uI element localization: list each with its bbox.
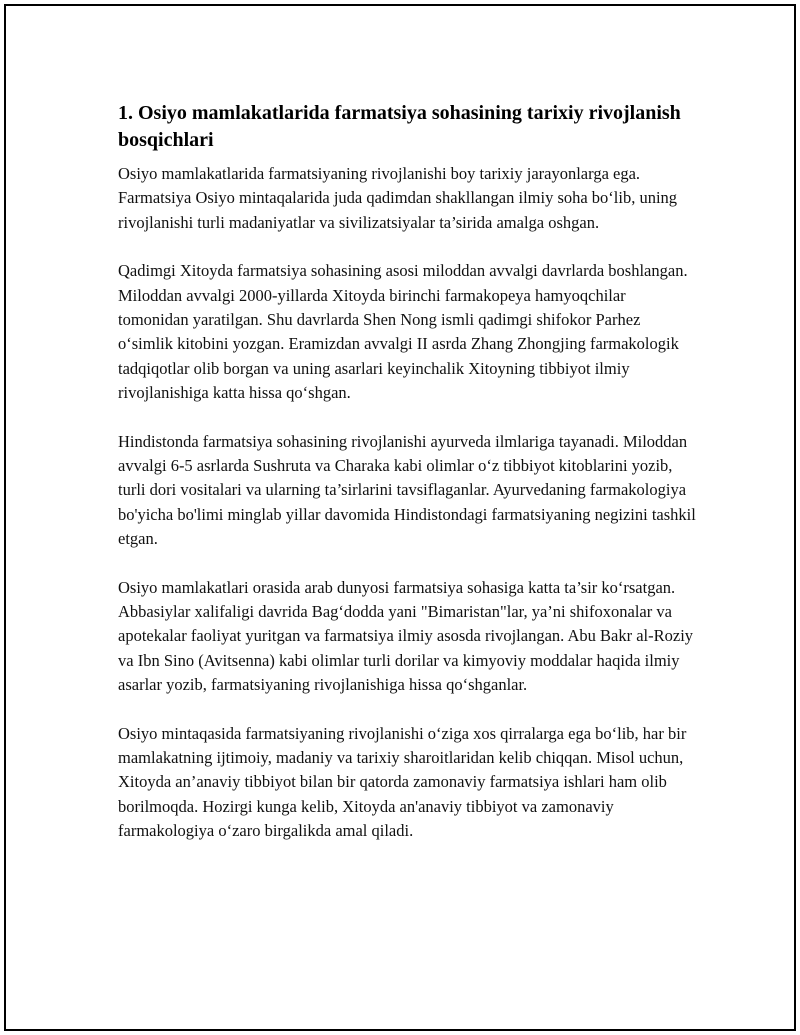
- paragraph-intro: Osiyo mamlakatlarida farmatsiyaning rivojlanishi boy tarixiy jarayonlarga ega. Farmatsiya Osiyo mintaqalarida juda qadimdan shakllangan ilmiy soha bo‘lib, uning rivojlanishi turli madaniyatlar va sivilizatsiyalar ta’sirida amalga oshgan.: [118, 164, 678, 232]
- document-body: [118, 100, 698, 868]
- paragraph-india: Hindistonda farmatsiya sohasining rivojlanishi ayurveda ilmlariga tayanadi. Miloddan avvalgi 6-5 asrlarda Sushruta va Charaka kabi olimlar o‘z tibbiyot kitoblarini yozib, turli dori vositalari va ularning ta’sirlarini tavsiflaganlar. Ayurvedaning farmakologiya bo'yicha bo'limi minglab yillar davomida Hindistondagi farmatsiyaning negizini tashkil etgan.: [118, 431, 696, 548]
- paragraph-china: Qadimgi Xitoyda farmatsiya sohasining asosi miloddan avvalgi davrlarda boshlangan. Miloddan avvalgi 2000-yillarda Xitoyda birinchi farmakopeya hamyoqchilar tomonidan yaratilgan. Shu davrlarda Shen Nong ismli qadimgi shifokor Parhez o‘simlik kitobini yozgan. Eramizdan avvalgi II asrda Zhang Zhongjing farmakologik tadqiqotlar olib borgan va uning asarlari keyinchalik Xitoyning tibbiyot ilmiy rivojlanishiga katta hissa qo‘shgan.: [118, 261, 688, 402]
- paragraph-conclusion: Osiyo mintaqasida farmatsiyaning rivojlanishi o‘ziga xos qirralarga ega bo‘lib, har bir mamlakatning ijtimoiy, madaniy va tarixiy sharoitlaridan kelib chiqqan. Misol uchun, Xitoyda an’anaviy tibbiyot bilan bir qatorda zamonaviy farmatsiya ishlari ham olib borilmoqda. Hozirgi kunga kelib, Xitoyda an'anaviy tibbiyot va zamonaviy farmakologiya o‘zaro birgalikda amal qiladi.: [118, 723, 687, 840]
- paragraph-arab-world: Osiyo mamlakatlari orasida arab dunyosi farmatsiya sohasiga katta ta’sir ko‘rsatgan. Abbasiylar xalifaligi davrida Bag‘dodda yani "Bimaristan"lar, ya’ni shifoxonalar va apotekalar faoliyat yuritgan va farmatsiya ilmiy asosda rivojlangan. Abu Bakr al-Roziy va Ibn Sino (Avitsenna) kabi olimlar turli dorilar va kimyoviy moddalar haqida ilmiy asarlar yozib, farmatsiyaning rivojlanishiga hissa qo‘shganlar.: [118, 577, 694, 694]
- section-heading: 1. Osiyo mamlakatlarida farmatsiya sohasining tarixiy rivojlanish bosqichlari: [118, 102, 681, 151]
- page-frame: [4, 4, 796, 1031]
